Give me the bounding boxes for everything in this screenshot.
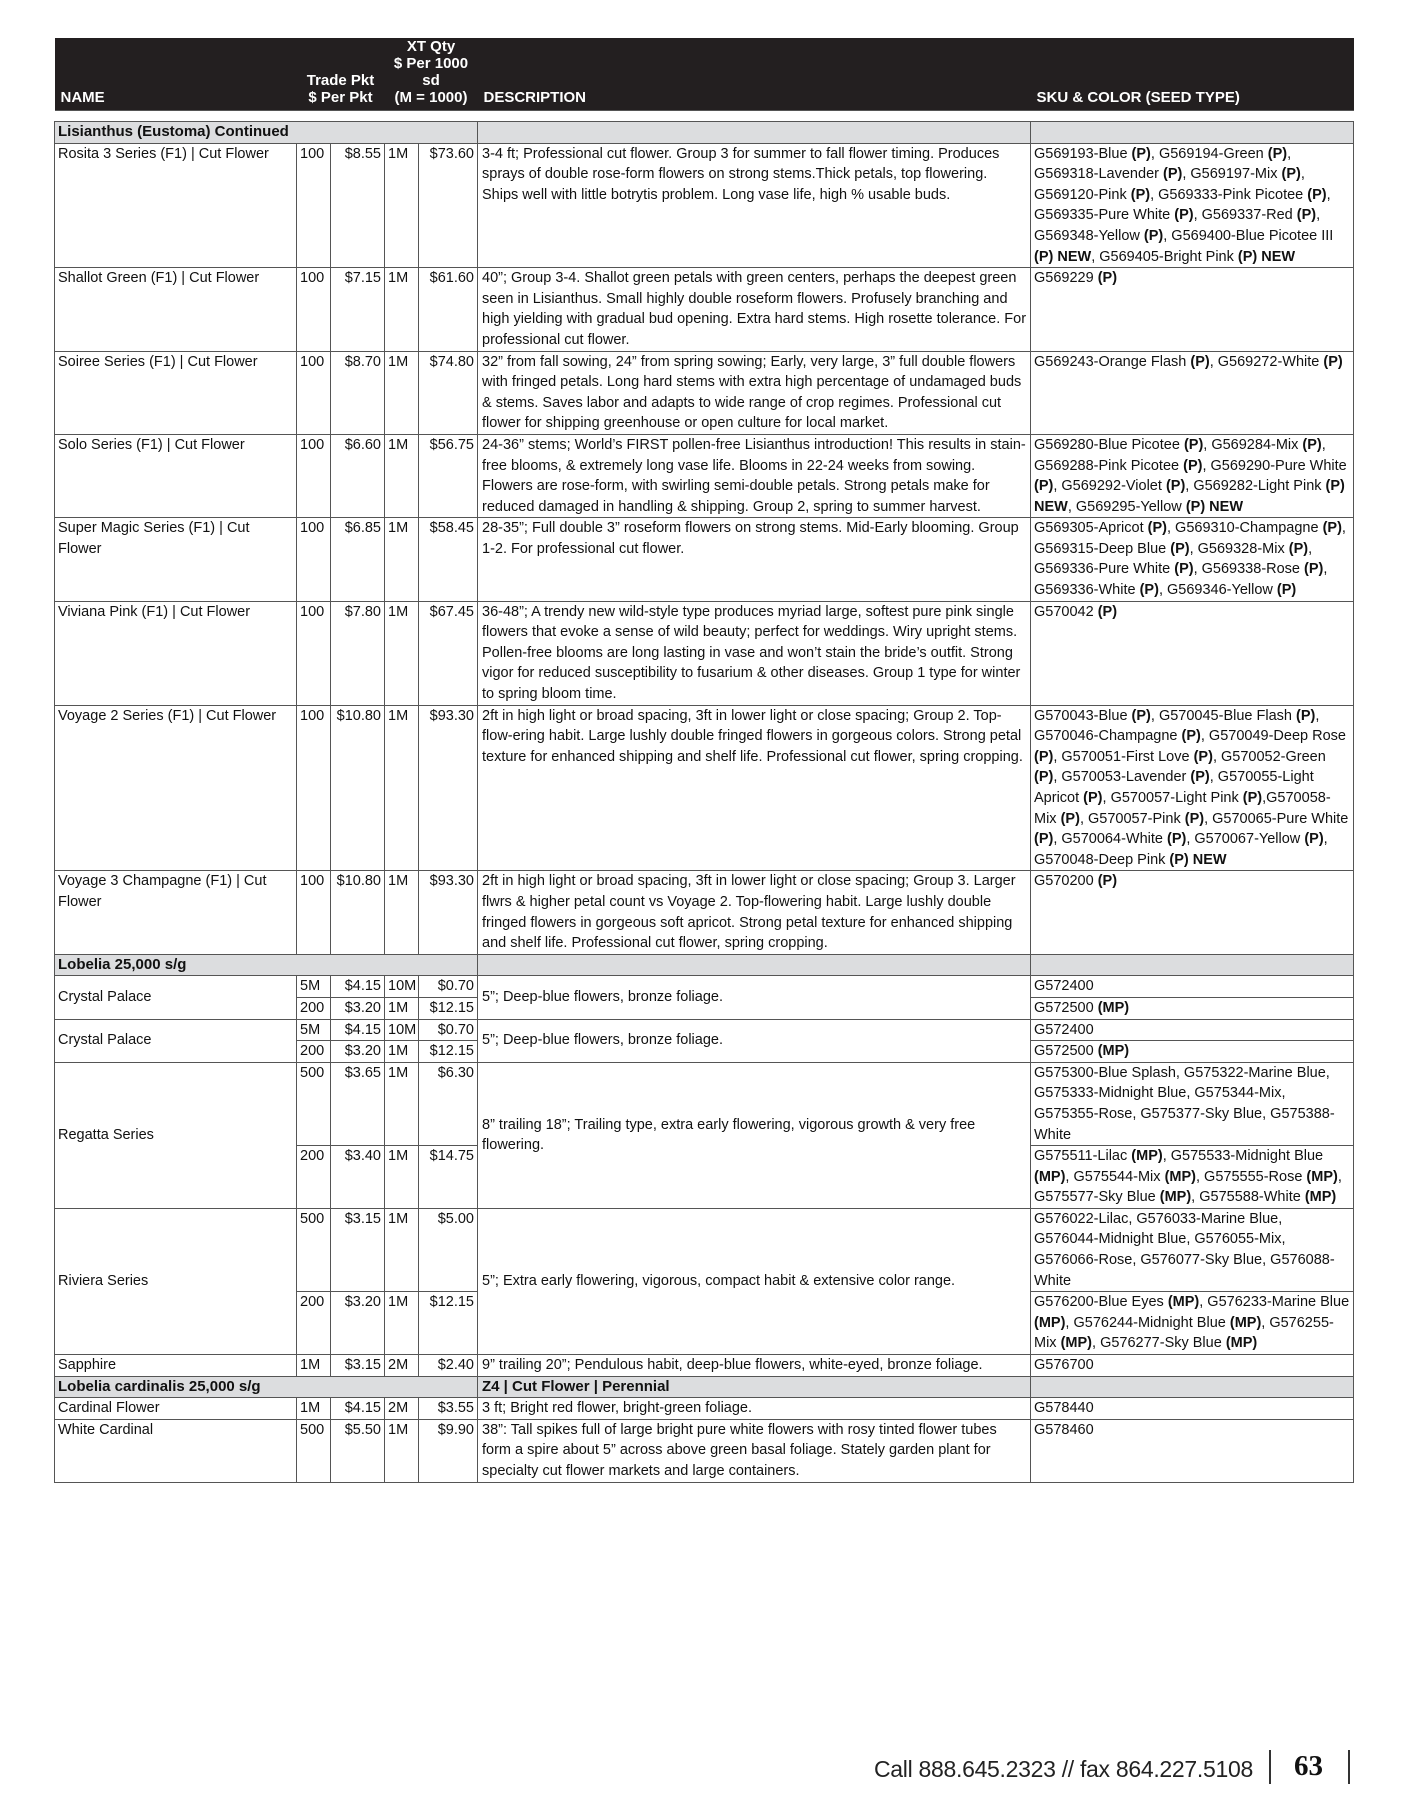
sku-text: , G570045-Blue Flash xyxy=(1150,707,1296,724)
xt-qty: 1M xyxy=(385,705,419,871)
seed-type: (MP) xyxy=(1167,1294,1200,1311)
description: 28-35”; Full double 3” roseform flowers on strong stems. Mid-Early blooming. Group 1-2. For professional cut flower. xyxy=(478,518,1031,601)
sku-text: , G569282-Light Pink xyxy=(1185,478,1326,495)
sku-text: , G569337-Red xyxy=(1193,207,1297,224)
sku-text: , G575544-Mix xyxy=(1065,1168,1165,1185)
section-lobelia xyxy=(55,954,1354,976)
table-row xyxy=(55,143,1354,268)
trade-price: $3.15 xyxy=(331,1208,385,1291)
sku-text: , G569295-Yellow xyxy=(1067,498,1186,515)
product-name: Solo Series (F1) | Cut Flower xyxy=(55,434,297,517)
sku-text: , G569333-Pink Picotee xyxy=(1150,186,1308,203)
trade-qty: 100 xyxy=(297,601,331,705)
sku-color xyxy=(1031,268,1354,351)
trade-qty: 5M xyxy=(297,1019,331,1041)
sku-text: , G569288-Pink Picotee xyxy=(1034,436,1326,474)
section-title: Lobelia cardinalis 25,000 s/g xyxy=(55,1376,478,1398)
sku-text: , G569315-Deep Blue xyxy=(1034,520,1346,557)
seed-type: (MP) xyxy=(1306,1168,1338,1185)
xt-qty: 1M xyxy=(385,143,419,268)
sku-color xyxy=(1031,1292,1354,1355)
sku-color xyxy=(1031,1419,1354,1482)
description: 5”; Deep-blue flowers, bronze foliage. xyxy=(478,1019,1031,1062)
seed-type: (P) xyxy=(1147,520,1167,537)
product-name: Viviana Pink (F1) | Cut Flower xyxy=(55,601,297,705)
sku-text: , G570067-Yellow xyxy=(1186,831,1305,848)
sku-text: G575511-Lilac xyxy=(1034,1148,1132,1165)
trade-price: $4.15 xyxy=(331,976,385,998)
xt-price: $0.70 xyxy=(419,976,478,998)
header-xt-line3: (M = 1000) xyxy=(394,89,468,106)
table-row xyxy=(55,518,1354,601)
seed-type: (P) xyxy=(1034,478,1054,495)
seed-type: (P) xyxy=(1323,353,1343,370)
table-row xyxy=(55,434,1354,517)
sku-text: , G575533-Midnight Blue xyxy=(1162,1148,1324,1165)
description: 38”: Tall spikes full of large bright pure white flowers with rosy tinted flower tubes form a spire about 5” across above green basal foliage. Stately garden plant for specialty cut flower markets and large containers. xyxy=(478,1419,1031,1482)
table-row xyxy=(55,268,1354,351)
sku-text: , G570064-White xyxy=(1053,831,1167,848)
seed-type: (P) xyxy=(1184,810,1205,827)
price-table-sheet xyxy=(54,38,1353,1483)
sku-text: , G576244-Midnight Blue xyxy=(1065,1314,1230,1331)
trade-price: $4.15 xyxy=(331,1019,385,1041)
description: 36-48”; A trendy new wild-style type produces myriad large, softest pure pink single flowers that evoke a sense of wild beauty; perfect for weddings. Wiry upright stems. Pollen-free blooms are long lasting in vase and won’t stain the bride’s outfit. Strong vigor for reduced susceptibility to fusarium & other diseases. Group 1 type for winter to spring bloom time. xyxy=(478,601,1031,705)
header-description: DESCRIPTION xyxy=(478,38,1031,111)
sku-text: , G575577-Sky Blue xyxy=(1034,1168,1342,1206)
product-name: Rosita 3 Series (F1) | Cut Flower xyxy=(55,143,297,268)
seed-type: (P) xyxy=(1097,270,1118,287)
xt-qty: 1M xyxy=(385,518,419,601)
trade-price: $4.15 xyxy=(331,1398,385,1420)
trade-qty: 100 xyxy=(297,518,331,601)
seed-type: (P) xyxy=(1163,166,1183,183)
trade-qty: 100 xyxy=(297,143,331,268)
table-row xyxy=(55,1208,1354,1291)
table-row xyxy=(55,1398,1354,1420)
trade-qty: 5M xyxy=(297,976,331,998)
sku-text: G575300-Blue Splash, G575322-Marine Blue, G575333-Midnight Blue, G575344-Mix, G575355-Rose, G575377-Sky Blue, G575388-White xyxy=(1034,1064,1335,1143)
xt-qty: 1M xyxy=(385,434,419,517)
seed-type: (P) NEW xyxy=(1034,478,1345,515)
trade-price: $6.85 xyxy=(331,518,385,601)
trade-price: $3.15 xyxy=(331,1355,385,1377)
sku-text: G572400 xyxy=(1034,1021,1094,1038)
xt-qty: 1M xyxy=(385,601,419,705)
sku-text: , G569292-Violet xyxy=(1053,478,1166,495)
sku-text: G570042 xyxy=(1034,603,1098,620)
xt-qty: 1M xyxy=(385,1041,419,1063)
sku-text: G572400 xyxy=(1034,978,1094,995)
trade-qty: 100 xyxy=(297,871,331,954)
product-name: Crystal Palace xyxy=(55,1019,297,1062)
sku-text: G572500 xyxy=(1034,1043,1098,1060)
table-row xyxy=(55,1355,1354,1377)
section-note: Z4 | Cut Flower | Perennial xyxy=(478,1376,1031,1398)
description: 9” trailing 20”; Pendulous habit, deep-blue flowers, white-eyed, bronze foliage. xyxy=(478,1355,1031,1377)
seed-type: (P) xyxy=(1131,707,1151,724)
header-trade-pkt-line1: Trade Pkt xyxy=(306,72,375,89)
seed-type: (P) xyxy=(1183,457,1203,474)
table-row xyxy=(55,976,1354,998)
xt-price: $93.30 xyxy=(419,871,478,954)
trade-price: $10.80 xyxy=(331,871,385,954)
table-row xyxy=(55,1062,1354,1145)
xt-qty: 1M xyxy=(385,1146,419,1209)
sku-color xyxy=(1031,1146,1354,1209)
seed-type: (MP) xyxy=(1229,1314,1262,1331)
sku-text: , G570055-Light Apricot xyxy=(1034,769,1314,806)
trade-qty: 200 xyxy=(297,1292,331,1355)
sku-text: G570200 xyxy=(1034,873,1098,890)
sku-text: G569280-Blue Picotee xyxy=(1034,436,1184,453)
description: 24-36” stems; World’s FIRST pollen-free Lisianthus introduction! This results in stain-free blooms, & extremely long vase life. Blooms in 22-24 weeks from sowing. Flowers are rose-form, with swirling semi-double petals. Strong petals make for reduced damaged in handling & shipping. Group 2, spring to summer harvest. xyxy=(478,434,1031,517)
seed-type: (P) xyxy=(1167,831,1187,848)
seed-type: (MP) xyxy=(1097,1043,1130,1060)
trade-qty: 500 xyxy=(297,1419,331,1482)
sku-text: , G569335-Pure White xyxy=(1034,186,1331,224)
sku-color xyxy=(1031,143,1354,268)
xt-price: $58.45 xyxy=(419,518,478,601)
seed-type: (MP) xyxy=(1164,1168,1196,1185)
sku-color xyxy=(1031,997,1354,1019)
sku-color xyxy=(1031,1041,1354,1063)
seed-type: (P) xyxy=(1139,582,1159,599)
xt-price: $67.45 xyxy=(419,601,478,705)
seed-type: (P) xyxy=(1307,186,1327,203)
seed-type: (P) xyxy=(1034,831,1054,848)
trade-price: $6.60 xyxy=(331,434,385,517)
product-name: Super Magic Series (F1) | Cut Flower xyxy=(55,518,297,601)
trade-qty: 100 xyxy=(297,705,331,871)
table-row xyxy=(55,1019,1354,1041)
xt-qty: 1M xyxy=(385,351,419,434)
seed-type: (P) xyxy=(1083,790,1103,806)
sku-text: , G569400-Blue Picotee III xyxy=(1163,227,1334,244)
sku-text: , G569272-White xyxy=(1209,353,1324,370)
xt-price: $12.15 xyxy=(419,1041,478,1063)
seed-type: (P) NEW xyxy=(1169,851,1227,868)
description: 5”; Extra early flowering, vigorous, compact habit & extensive color range. xyxy=(478,1208,1031,1354)
table-row xyxy=(55,1419,1354,1482)
section-lisianthus xyxy=(55,122,1354,144)
xt-price: $2.40 xyxy=(419,1355,478,1377)
seed-type: (P) xyxy=(1302,436,1322,453)
description: 2ft in high light or broad spacing, 3ft in lower light or close spacing; Group 2. Top-flow-ering habit. Large lushly double fringed flowers in gorgeous colors. Strong petal texture for enhanced shipping and shelf life. Professional cut flower, spring cropping. xyxy=(478,705,1031,871)
sku-text: , G569194-Green xyxy=(1150,145,1268,162)
seed-type: (P) xyxy=(1190,353,1210,370)
seed-type: (P) xyxy=(1174,561,1194,578)
trade-qty: 500 xyxy=(297,1062,331,1145)
xt-price: $93.30 xyxy=(419,705,478,871)
product-name: Crystal Palace xyxy=(55,976,297,1019)
sku-text: ,G570058-Mix xyxy=(1034,790,1331,827)
description: 3-4 ft; Professional cut flower. Group 3 for summer to fall flower timing. Produces sprays of double rose-form flowers on strong stems.Thick petals, top flowering. Ships well with little botrytis problem. Long vase life, high % usable buds. xyxy=(478,143,1031,268)
sku-color xyxy=(1031,1355,1354,1377)
seed-type: (P) xyxy=(1242,790,1263,806)
trade-qty: 200 xyxy=(297,1146,331,1209)
sku-text: , G570051-First Love xyxy=(1053,748,1194,765)
trade-qty: 1M xyxy=(297,1398,331,1420)
sku-text: , G576233-Marine Blue xyxy=(1199,1294,1350,1311)
seed-type: (P) xyxy=(1322,520,1342,537)
sku-text: G572500 xyxy=(1034,999,1098,1016)
seed-type: (P) xyxy=(1295,707,1316,724)
sku-text: , G570049-Deep Rose xyxy=(1200,728,1346,745)
product-name: Sapphire xyxy=(55,1355,297,1377)
sku-text: G578440 xyxy=(1034,1400,1094,1417)
seed-type: (MP) xyxy=(1060,1335,1093,1352)
seed-type: (P) xyxy=(1174,207,1194,224)
product-name: White Cardinal xyxy=(55,1419,297,1482)
sku-color xyxy=(1031,976,1354,998)
seed-type: (P) xyxy=(1276,582,1297,599)
sku-color xyxy=(1031,871,1354,954)
sku-text: , G570053-Lavender xyxy=(1053,769,1191,786)
product-name: Shallot Green (F1) | Cut Flower xyxy=(55,268,297,351)
xt-qty: 1M xyxy=(385,1062,419,1145)
sku-text: , G569328-Mix xyxy=(1189,540,1289,557)
sku-text: , G569336-White xyxy=(1034,561,1328,599)
sku-text: G576022-Lilac, G576033-Marine Blue, G576044-Midnight Blue, G576055-Mix, G576066-Rose, G576077-Sky Blue, G576088-White xyxy=(1034,1210,1335,1289)
sku-text: , G576277-Sky Blue xyxy=(1092,1335,1226,1352)
trade-price: $8.70 xyxy=(331,351,385,434)
header-trade-pkt-line2: $ Per Pkt xyxy=(308,89,373,106)
seed-type: (P) NEW xyxy=(1185,498,1243,515)
trade-qty: 1M xyxy=(297,1355,331,1377)
sku-color xyxy=(1031,434,1354,517)
seed-type: (P) xyxy=(1165,478,1186,495)
xt-qty: 1M xyxy=(385,871,419,954)
description: 3 ft; Bright red flower, bright-green foliage. xyxy=(478,1398,1031,1420)
page-number: 63 xyxy=(1294,1750,1323,1782)
description: 8” trailing 18”; Trailing type, extra early flowering, vigorous growth & very free flowering. xyxy=(478,1062,1031,1208)
xt-price: $5.00 xyxy=(419,1208,478,1291)
section-title: Lisianthus (Eustoma) Continued xyxy=(55,122,478,144)
trade-price: $3.20 xyxy=(331,997,385,1019)
seed-type: (P) xyxy=(1304,561,1324,578)
trade-qty: 100 xyxy=(297,351,331,434)
table-header xyxy=(55,38,1354,111)
sku-text: , G570057-Light Pink xyxy=(1102,790,1243,806)
header-xt-line1: XT Qty xyxy=(406,38,456,55)
xt-qty: 1M xyxy=(385,1292,419,1355)
product-name: Voyage 2 Series (F1) | Cut Flower xyxy=(55,705,297,871)
seed-type: (P) xyxy=(1034,769,1054,786)
xt-qty: 10M xyxy=(385,976,419,998)
seed-type: (P) xyxy=(1288,540,1309,557)
header-trade-pkt xyxy=(297,38,385,111)
sku-color xyxy=(1031,1208,1354,1291)
seed-type: (MP) xyxy=(1034,1168,1066,1185)
seed-type: (P) xyxy=(1267,145,1288,162)
trade-price: $7.15 xyxy=(331,268,385,351)
table-row xyxy=(55,351,1354,434)
sku-text: G578460 xyxy=(1034,1421,1094,1438)
sku-text: , G570052-Green xyxy=(1212,748,1326,765)
xt-qty: 2M xyxy=(385,1355,419,1377)
trade-price: $10.80 xyxy=(331,705,385,871)
trade-qty: 200 xyxy=(297,1041,331,1063)
sku-text: , G569318-Lavender xyxy=(1034,145,1292,183)
seed-type: (P) xyxy=(1097,603,1118,620)
seed-type: (MP) xyxy=(1159,1189,1192,1206)
page-footer xyxy=(874,1748,1354,1788)
xt-price: $6.30 xyxy=(419,1062,478,1145)
product-name: Soiree Series (F1) | Cut Flower xyxy=(55,351,297,434)
trade-qty: 100 xyxy=(297,268,331,351)
product-name: Regatta Series xyxy=(55,1062,297,1208)
sku-text: G569229 xyxy=(1034,270,1098,287)
seed-type: (P) xyxy=(1170,540,1190,557)
trade-price: $8.55 xyxy=(331,143,385,268)
xt-price: $12.15 xyxy=(419,997,478,1019)
sku-color xyxy=(1031,1398,1354,1420)
sku-text: , G569120-Pink xyxy=(1034,166,1305,203)
sku-text: G570043-Blue xyxy=(1034,707,1132,724)
sku-text: G569193-Blue xyxy=(1034,145,1132,162)
sku-text: , G570046-Champagne xyxy=(1034,707,1320,745)
seed-type: (P) xyxy=(1190,769,1210,786)
xt-qty: 2M xyxy=(385,1398,419,1420)
header-sku: SKU & COLOR (SEED TYPE) xyxy=(1031,38,1354,111)
sku-text: , G570065-Pure White xyxy=(1204,810,1349,827)
trade-price: $3.65 xyxy=(331,1062,385,1145)
header-name: NAME xyxy=(55,38,297,111)
product-name: Voyage 3 Champagne (F1) | Cut Flower xyxy=(55,871,297,954)
sku-color xyxy=(1031,518,1354,601)
sku-color xyxy=(1031,351,1354,434)
seed-type: (P) xyxy=(1281,166,1301,183)
xt-price: $73.60 xyxy=(419,143,478,268)
description: 2ft in high light or broad spacing, 3ft in lower light or close spacing; Group 3. Larger flwrs & higher petal count vs Voyage 2. Top-flowering habit. Large lushly double fringed flowers in gorgeous soft apricot. Strong petal texture for enhanced shipping and shelf life. Professional cut flower, spring cropping. xyxy=(478,871,1031,954)
header-xt-line2: $ Per 1000 sd xyxy=(393,55,469,89)
sku-text: , G569290-Pure White xyxy=(1202,457,1347,474)
sku-text: , G569284-Mix xyxy=(1203,436,1303,453)
trade-price: $5.50 xyxy=(331,1419,385,1482)
seed-type: (P) NEW xyxy=(1237,248,1296,265)
seed-type: (P) xyxy=(1304,831,1324,848)
header-spacer xyxy=(55,111,1354,122)
seed-type: (P) xyxy=(1130,186,1151,203)
xt-qty: 1M xyxy=(385,997,419,1019)
description: 32” from fall sowing, 24” from spring sowing; Early, very large, 3” full double flowers with fringed petals. Long hard stems with extra high percentage of undamaged buds & stems. Saves labor and adapts to wide range of crop regimes. Professional cut flower for shipping greenhouse or open culture for local market. xyxy=(478,351,1031,434)
sku-text: , G569346-Yellow xyxy=(1158,582,1277,599)
sku-text: G569243-Orange Flash xyxy=(1034,353,1191,370)
sku-text: , G576255-Mix xyxy=(1034,1314,1334,1352)
table-row xyxy=(55,601,1354,705)
sku-text: G569305-Apricot xyxy=(1034,520,1148,537)
description: 5”; Deep-blue flowers, bronze foliage. xyxy=(478,976,1031,1019)
sku-color xyxy=(1031,1019,1354,1041)
xt-price: $14.75 xyxy=(419,1146,478,1209)
seed-type: (P) xyxy=(1143,227,1164,244)
footer-divider xyxy=(1348,1750,1350,1784)
footer-contact: Call 888.645.2323 // fax 864.227.5108 xyxy=(874,1756,1253,1782)
section-lobelia-cardinalis xyxy=(55,1376,1354,1398)
table-row xyxy=(55,871,1354,954)
seed-type: (P) xyxy=(1193,748,1213,765)
header-xt-qty xyxy=(385,38,478,111)
seed-type: (P) xyxy=(1181,728,1201,745)
sku-text: , G570057-Pink xyxy=(1079,810,1185,827)
seed-type: (P) xyxy=(1034,748,1054,765)
sku-text: , G569405-Bright Pink xyxy=(1091,248,1238,265)
seed-type: (P) xyxy=(1060,810,1080,827)
sku-text: , G569338-Rose xyxy=(1193,561,1305,578)
trade-qty: 200 xyxy=(297,997,331,1019)
seed-type: (MP) xyxy=(1304,1189,1337,1206)
description: 40”; Group 3-4. Shallot green petals with green centers, perhaps the deepest green seen in Lisianthus. Small highly double roseform flowers. Profusely branching and high yielding with gradual bud opening. Extra hard stems. High rosette tolerance. For professional cut flower. xyxy=(478,268,1031,351)
seed-type: (P) NEW xyxy=(1034,248,1092,265)
seed-type: (P) xyxy=(1097,873,1118,890)
xt-price: $0.70 xyxy=(419,1019,478,1041)
sku-text: , G569336-Pure White xyxy=(1034,540,1313,578)
seed-type: (MP) xyxy=(1131,1148,1163,1165)
sku-text: G576700 xyxy=(1034,1357,1094,1374)
seed-type: (MP) xyxy=(1225,1335,1258,1352)
section-title: Lobelia 25,000 s/g xyxy=(55,954,478,976)
xt-qty: 10M xyxy=(385,1019,419,1041)
table-row xyxy=(55,705,1354,871)
trade-qty: 500 xyxy=(297,1208,331,1291)
footer-divider xyxy=(1269,1750,1271,1784)
xt-qty: 1M xyxy=(385,1208,419,1291)
xt-qty: 1M xyxy=(385,268,419,351)
trade-price: $3.40 xyxy=(331,1146,385,1209)
sku-text: , G575588-White xyxy=(1191,1189,1305,1206)
xt-price: $9.90 xyxy=(419,1419,478,1482)
seed-price-table xyxy=(54,38,1354,1483)
trade-price: $3.20 xyxy=(331,1292,385,1355)
sku-text: , G569310-Champagne xyxy=(1167,520,1323,537)
product-name: Cardinal Flower xyxy=(55,1398,297,1420)
product-name: Riviera Series xyxy=(55,1208,297,1354)
sku-text: , G570048-Deep Pink xyxy=(1034,831,1328,868)
sku-text: , G569348-Yellow xyxy=(1034,207,1321,244)
seed-type: (P) xyxy=(1131,145,1151,162)
sku-color xyxy=(1031,1062,1354,1145)
xt-price: $3.55 xyxy=(419,1398,478,1420)
sku-color xyxy=(1031,705,1354,871)
xt-price: $12.15 xyxy=(419,1292,478,1355)
seed-type: (MP) xyxy=(1034,1314,1066,1331)
xt-qty: 1M xyxy=(385,1419,419,1482)
seed-type: (MP) xyxy=(1097,999,1130,1016)
seed-type: (P) xyxy=(1183,436,1204,453)
sku-text: , G569197-Mix xyxy=(1182,166,1282,183)
sku-text: G576200-Blue Eyes xyxy=(1034,1294,1168,1311)
trade-price: $7.80 xyxy=(331,601,385,705)
trade-qty: 100 xyxy=(297,434,331,517)
xt-price: $56.75 xyxy=(419,434,478,517)
seed-type: (P) xyxy=(1296,207,1317,224)
sku-color xyxy=(1031,601,1354,705)
trade-price: $3.20 xyxy=(331,1041,385,1063)
xt-price: $61.60 xyxy=(419,268,478,351)
sku-text: , G575555-Rose xyxy=(1195,1168,1307,1185)
xt-price: $74.80 xyxy=(419,351,478,434)
